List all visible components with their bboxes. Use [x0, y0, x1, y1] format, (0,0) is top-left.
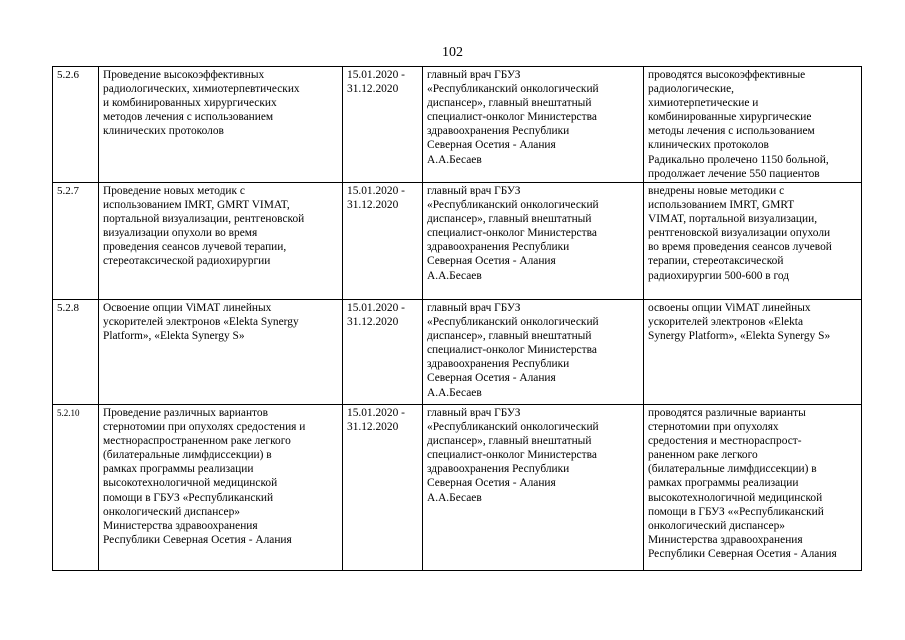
table-row	[53, 300, 862, 405]
responsible-cell: главный врач ГБУЗ «Республиканский онкологический диспансер», главный внештатный специалист-онколог Министерства здравоохранения Республики Северная Осетия - Алания А.А.Бесаев	[423, 405, 644, 571]
table-row	[53, 67, 862, 183]
dates-cell: 15.01.2020 - 31.12.2020	[343, 405, 423, 571]
event-cell: Освоение опции ViMAT линейных ускорителей электронов «Elekta Synergy Platform», «Elekta Synergy S»	[99, 300, 343, 405]
measures-table	[52, 66, 862, 571]
result-cell: проводятся различные варианты стернотомии при опухолях средостения и местнораспрост- раненном раке легкого (билатеральные лимфдиссекции) в рамках программы реализации высокотехнологичной медицинской помощи в ГБУЗ ««Республиканский онкологический диспансер» Министерства здравоохранения Республики Северная Осетия - Алания	[644, 405, 862, 571]
dates-cell: 15.01.2020 - 31.12.2020	[343, 183, 423, 300]
result-cell: внедрены новые методики с использованием IMRT, GMRT VIMAT, портальной визуализации, рентгеновской визуализации опухоли во время проведения сеансов лучевой терапии, стереотаксической радиохирургии 500-600 в год	[644, 183, 862, 300]
row-number-cell: 5.2.10	[53, 405, 99, 571]
dates-cell: 15.01.2020 - 31.12.2020	[343, 67, 423, 183]
row-number-cell: 5.2.6	[53, 67, 99, 183]
event-cell: Проведение новых методик с использованием IMRT, GMRT VIMAT, портальной визуализации, рентгеновской визуализации опухоли во время проведения сеансов лучевой терапии, стереотаксической радиохирургии	[99, 183, 343, 300]
page-number: 102	[442, 45, 463, 60]
responsible-cell: главный врач ГБУЗ «Республиканский онкологический диспансер», главный внештатный специалист-онколог Министерства здравоохранения Республики Северная Осетия - Алания А.А.Бесаев	[423, 183, 644, 300]
result-cell: проводятся высокоэффективные радиологические, химиотерпетические и комбинированные хирургические методы лечения с использованием клинических протоколов Радикально пролечено 1150 больной, продолжает лечение 550 пациентов	[644, 67, 862, 183]
responsible-cell: главный врач ГБУЗ «Республиканский онкологический диспансер», главный внештатный специалист-онколог Министерства здравоохранения Республики Северная Осетия - Алания А.А.Бесаев	[423, 300, 644, 405]
row-number-cell: 5.2.8	[53, 300, 99, 405]
table-row	[53, 405, 862, 571]
event-cell: Проведение различных вариантов стернотомии при опухолях средостения и местнораспространенном раке легкого (билатеральные лимфдиссекции) в рамках программы реализации высокотехнологичной медицинской помощи в ГБУЗ «Республиканский онкологический диспансер» Министерства здравоохранения Республики Северная Осетия - Алания	[99, 405, 343, 571]
result-cell: освоены опции ViMAT линейных ускорителей электронов «Elekta Synergy Platform», «Elekta Synergy S»	[644, 300, 862, 405]
responsible-cell: главный врач ГБУЗ «Республиканский онкологический диспансер», главный внештатный специалист-онколог Министерства здравоохранения Республики Северная Осетия - Алания А.А.Бесаев	[423, 67, 644, 183]
table-row	[53, 183, 862, 300]
row-number-cell: 5.2.7	[53, 183, 99, 300]
dates-cell: 15.01.2020 - 31.12.2020	[343, 300, 423, 405]
event-cell: Проведение высокоэффективных радиологических, химиотерпевтических и комбинированных хирургических методов лечения с использованием клинических протоколов	[99, 67, 343, 183]
